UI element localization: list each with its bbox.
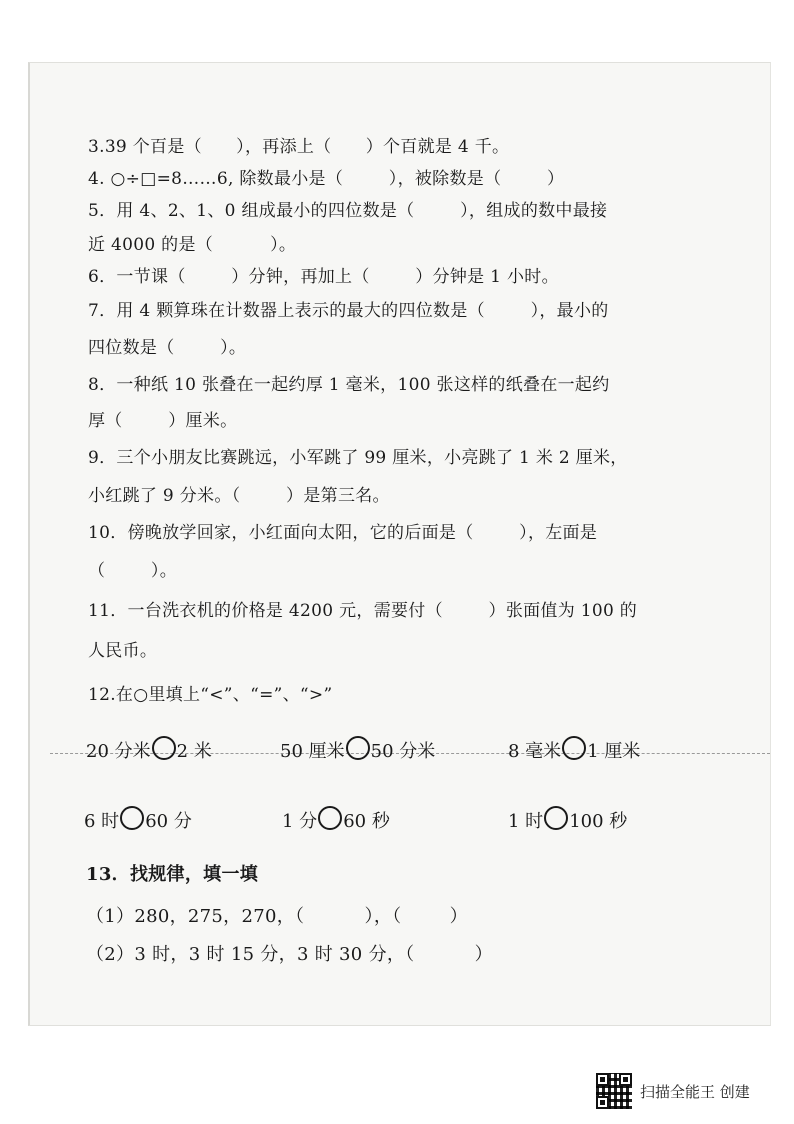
comparison-3: 8 毫米 1 厘米 [508, 736, 640, 763]
comparison-6: 1 时 100 秒 [508, 806, 627, 833]
question-8-line-2: 厚（ ）厘米。 [88, 411, 238, 431]
question-12-title: 12.在○里填上“<”、“=”、“>” [88, 685, 333, 705]
question-4: 4. ○÷□=8……6, 除数最小是（ ），被除数是（ ） [88, 169, 565, 189]
compare-circle[interactable] [562, 736, 586, 760]
question-13-title: 13．找规律，填一填 [86, 864, 259, 885]
scanner-watermark [596, 1072, 750, 1110]
question-7-line-1: 7．用 4 颗算珠在计数器上表示的最大的四位数是（ ），最小的 [88, 301, 609, 321]
comparison-4: 6 时 60 分 [84, 806, 192, 833]
qr-code-icon [596, 1073, 632, 1109]
compare-circle[interactable] [346, 736, 370, 760]
compare-circle[interactable] [120, 806, 144, 830]
question-10-line-2: （ ）。 [88, 561, 178, 581]
question-9-line-1: 9．三个小朋友比赛跳远，小军跳了 99 厘米，小亮跳了 1 米 2 厘米， [88, 448, 628, 468]
question-9-line-2: 小红跳了 9 分米。（ ）是第三名。 [88, 486, 390, 506]
comparison-5: 1 分 60 秒 [282, 806, 390, 833]
question-10-line-1: 10．傍晚放学回家，小红面向太阳，它的后面是（ ），左面是 [88, 523, 598, 543]
comparison-2: 50 厘米 50 分米 [280, 736, 435, 763]
question-13-part-2: （2）3 时，3 时 15 分，3 时 30 分，（ ） [86, 944, 493, 965]
question-7-line-2: 四位数是（ ）。 [88, 338, 247, 358]
comparison-1: 20 分米 2 米 [86, 736, 212, 763]
compare-circle[interactable] [544, 806, 568, 830]
question-5-line-2: 近 4000 的是（ ）。 [88, 235, 297, 255]
compare-circle[interactable] [318, 806, 342, 830]
question-13-part-1: （1）280，275，270，（ ），（ ） [86, 906, 468, 927]
compare-circle[interactable] [152, 736, 176, 760]
question-3: 3.39 个百是（ ），再添上（ ）个百就是 4 千。 [88, 137, 510, 157]
question-11-line-1: 11．一台洗衣机的价格是 4200 元，需要付（ ）张面值为 100 的 [88, 601, 638, 621]
question-5-line-1: 5．用 4、2、1、0 组成最小的四位数是（ ），组成的数中最接 [88, 201, 608, 221]
question-11-line-2: 人民币。 [88, 641, 158, 661]
question-6: 6．一节课（ ）分钟，再加上（ ）分钟是 1 小时。 [88, 267, 559, 287]
question-8-line-1: 8．一种纸 10 张叠在一起约厚 1 毫米，100 张这样的纸叠在一起约 [88, 375, 610, 395]
watermark-label: 扫描全能王 创建 [640, 1082, 750, 1101]
